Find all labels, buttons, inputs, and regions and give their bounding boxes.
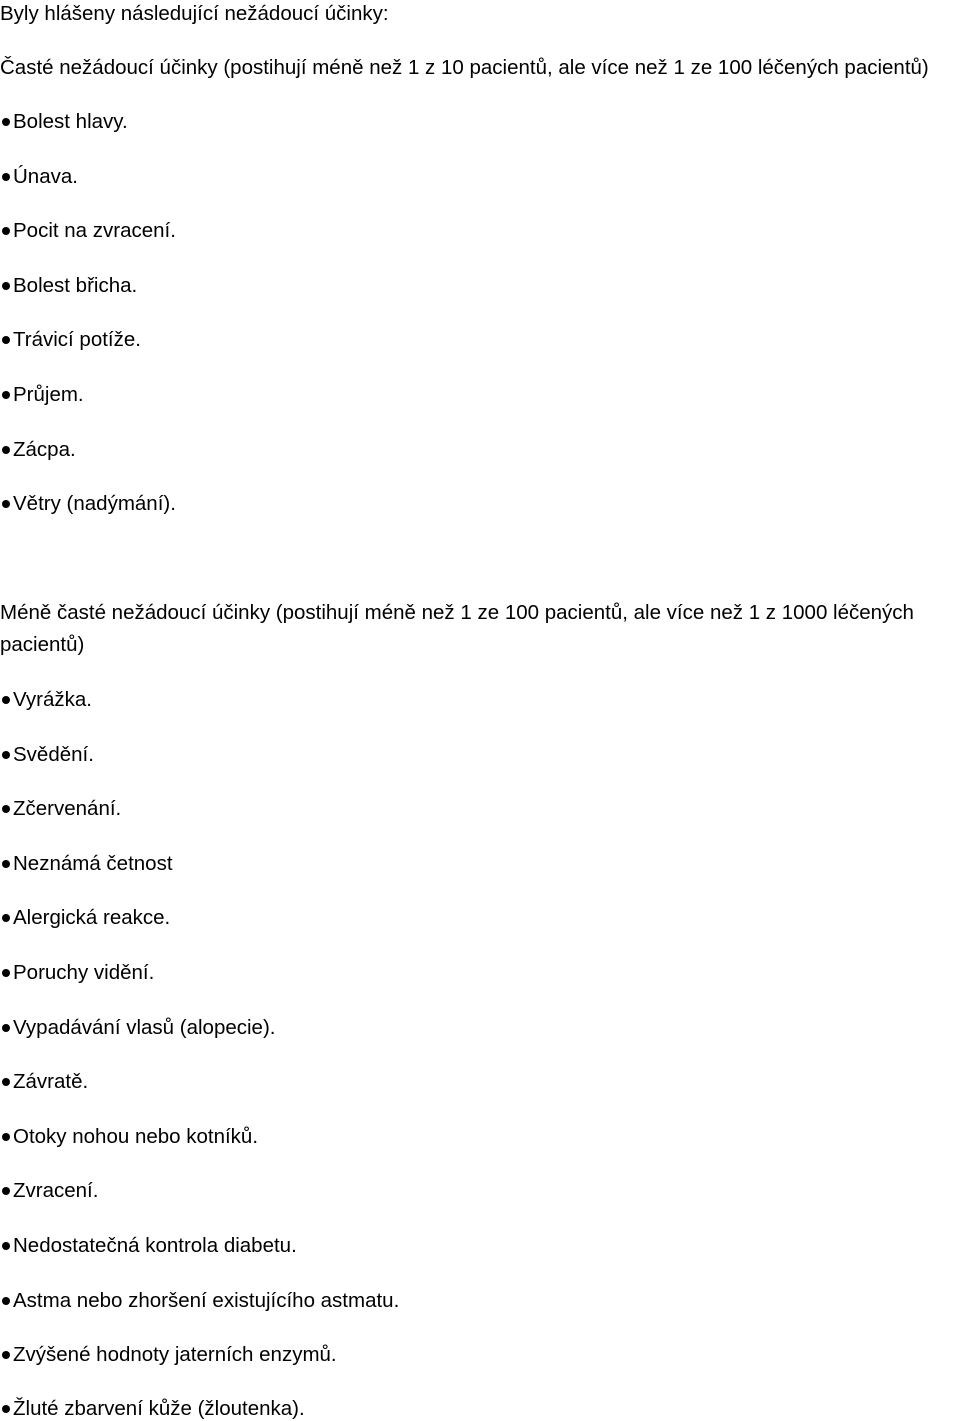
bullet-icon [2,1297,10,1305]
list-item: Pocit na zvracení. [0,219,176,243]
bullet-icon [2,391,10,399]
bullet-icon [2,1024,10,1032]
unknown-heading: Neznámá četnost [0,852,173,876]
common-heading: Časté nežádoucí účinky (postihují méně než 1 z 10 pacientů, ale více než 1 ze 100 léčených pacientů) [0,56,929,79]
list-item: Průjem. [0,383,84,407]
bullet-icon [2,336,10,344]
bullet-icon [2,1242,10,1250]
bullet-icon [2,1133,10,1141]
list-item: Nedostatečná kontrola diabetu. [0,1234,297,1258]
list-item: Zvracení. [0,1179,98,1203]
list-item: Zácpa. [0,438,76,462]
list-item: Astma nebo zhoršení existujícího astmatu. [0,1289,399,1313]
list-item: Trávicí potíže. [0,328,141,352]
intro-text: Byly hlášeny následující nežádoucí účinky: [0,2,389,25]
uncommon-heading-line1: Méně časté nežádoucí účinky (postihují méně než 1 ze 100 pacientů, ale více než 1 z 1000 léčených [0,601,914,624]
bullet-icon [2,282,10,290]
list-item: Alergická reakce. [0,906,170,930]
bullet-icon [2,173,10,181]
bullet-icon [2,1187,10,1195]
list-item: Větry (nadýmání). [0,492,176,516]
bullet-icon [2,1078,10,1086]
bullet-icon [2,1351,10,1359]
bullet-icon [2,969,10,977]
bullet-icon [2,805,10,813]
bullet-icon [2,446,10,454]
bullet-icon [2,118,10,126]
list-item: Poruchy vidění. [0,961,154,985]
bullet-icon [2,696,10,704]
bullet-icon [2,1405,10,1413]
bullet-icon [2,227,10,235]
bullet-icon [2,860,10,868]
list-item: Zčervenání. [0,797,121,821]
bullet-icon [2,500,10,508]
uncommon-heading-line2: pacientů) [0,633,85,656]
list-item: Vypadávání vlasů (alopecie). [0,1016,275,1040]
list-item: Otoky nohou nebo kotníků. [0,1125,258,1149]
bullet-icon [2,914,10,922]
list-item: Žluté zbarvení kůže (žloutenka). [0,1397,305,1421]
list-item: Bolest hlavy. [0,110,128,134]
list-item: Závratě. [0,1070,88,1094]
bullet-icon [2,751,10,759]
list-item: Bolest břicha. [0,274,137,298]
list-item: Svědění. [0,743,94,767]
list-item: Únava. [0,165,78,189]
list-item: Zvýšené hodnoty jaterních enzymů. [0,1343,337,1367]
list-item: Vyrážka. [0,688,92,712]
